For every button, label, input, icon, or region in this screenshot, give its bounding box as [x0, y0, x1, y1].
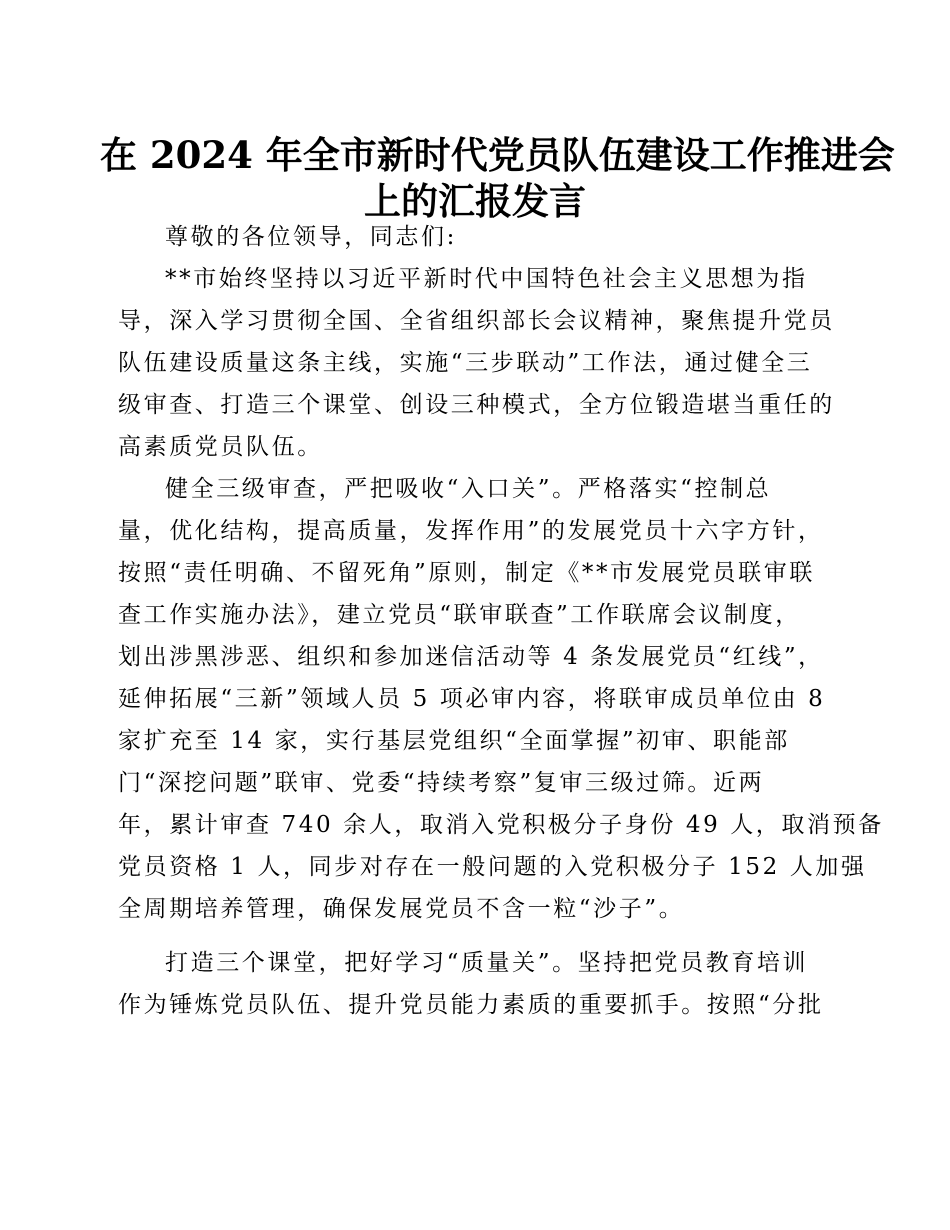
paragraph-line: 全周期培养管理，确保发展党员不含一粒“沙子”。	[118, 896, 685, 922]
paragraph-line: 党员资格 1 人，同步对存在一般问题的入党积极分子 152 人加强	[118, 854, 867, 880]
paragraph-line: 按照“责任明确、不留死角”原则，制定《**市发展党员联审联	[118, 560, 815, 586]
paragraph-line: 作为锤炼党员队伍、提升党员能力素质的重要抓手。按照“分批	[118, 992, 824, 1018]
paragraph-line: **市始终坚持以习近平新时代中国特色社会主义思想为指	[165, 266, 808, 292]
paragraph-line: 打造三个课堂，把好学习“质量关”。坚持把党员教育培训	[165, 950, 809, 976]
paragraph-line: 划出涉黑涉恶、组织和参加迷信活动等 4 条发展党员“红线”，	[118, 644, 824, 670]
paragraph-line: 健全三级审查，严把吸收“入口关”。严格落实“控制总	[165, 476, 772, 502]
paragraph-line: 家扩充至 14 家，实行基层党组织“全面掌握”初审、职能部	[118, 728, 790, 754]
paragraph-line: 导，深入学习贯彻全国、全省组织部长会议精神，聚焦提升党员	[118, 308, 835, 334]
paragraph-line: 门“深挖问题”联审、党委“持续考察”复审三级过筛。近两	[118, 770, 765, 796]
salutation: 尊敬的各位领导，同志们:	[165, 224, 457, 250]
title-line-1: 在 2024 年全市新时代党员队伍建设工作推进会	[100, 133, 895, 177]
paragraph-line: 查工作实施办法》，建立党员“联审联查”工作联席会议制度，	[118, 602, 801, 628]
paragraph-line: 延伸拓展“三新”领域人员 5 项必审内容，将联审成员单位由 8	[118, 686, 826, 712]
title-line-2: 上的汇报发言	[364, 179, 586, 223]
paragraph-line: 高素质党员队伍。	[118, 434, 323, 460]
paragraph-line: 年，累计审查 740 余人，取消入党积极分子身份 49 人，取消预备	[118, 812, 884, 838]
paragraph-line: 级审查、打造三个课堂、创设三种模式，全方位锻造堪当重任的	[118, 392, 835, 418]
paragraph-line: 队伍建设质量这条主线，实施“三步联动”工作法，通过健全三	[118, 350, 813, 376]
document-title	[100, 132, 895, 224]
paragraph-line: 量，优化结构，提高质量，发挥作用”的发展党员十六字方针，	[118, 518, 824, 544]
